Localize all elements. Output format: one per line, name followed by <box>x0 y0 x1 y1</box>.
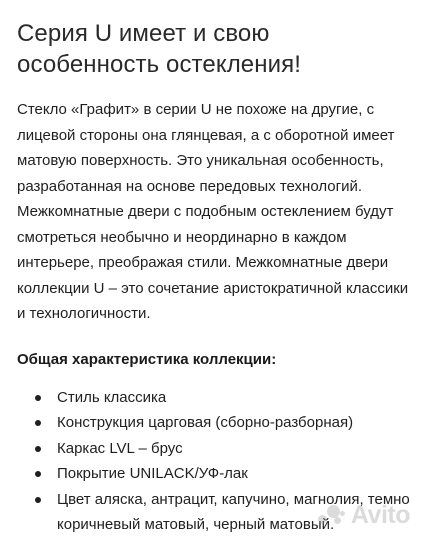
list-item-text: Конструкция царговая (сборно-разборная) <box>57 414 354 431</box>
list-item-text: Стиль классика <box>57 388 167 406</box>
list-item <box>17 385 417 411</box>
features-heading: Общая характеристика коллекции: <box>17 350 277 368</box>
avito-logo-icon <box>318 503 348 529</box>
article-heading: Серия U имеет и свою особенность остекления! <box>17 20 301 78</box>
list-item-text: Каркас LVL – брус <box>57 439 183 457</box>
bullet-icon <box>35 446 41 452</box>
list-item <box>17 410 417 436</box>
bullet-icon <box>35 420 41 426</box>
article <box>17 0 417 538</box>
list-item-text: Цвет аляска, антрацит, капучино, магнолия, темно коричневый матовый, черный матовый. <box>57 490 410 533</box>
bullet-icon <box>35 471 41 477</box>
bullet-icon <box>35 497 41 503</box>
avito-watermark <box>318 501 410 530</box>
list-item-text: Покрытие UNILACK/УФ-лак <box>57 465 248 482</box>
watermark-text: Avito <box>350 501 410 529</box>
article-paragraph: Стекло «Графит» в серии U не похоже на другие, с лицевой стороны она глянцевая, а с оборотной имеет матовую поверхность. Это уникальная особенность, разработанная на основе передовых технологий. Межкомнатные двери с подобным остеклением будут смотреться необычно и неординарно в каждом интерьере, преображая стили. Межкомнатные двери коллекции U – это сочетание аристократичной классики и технологичности. <box>17 101 409 322</box>
bullet-icon <box>35 395 41 401</box>
list-item <box>17 461 417 487</box>
list-item <box>17 436 417 462</box>
